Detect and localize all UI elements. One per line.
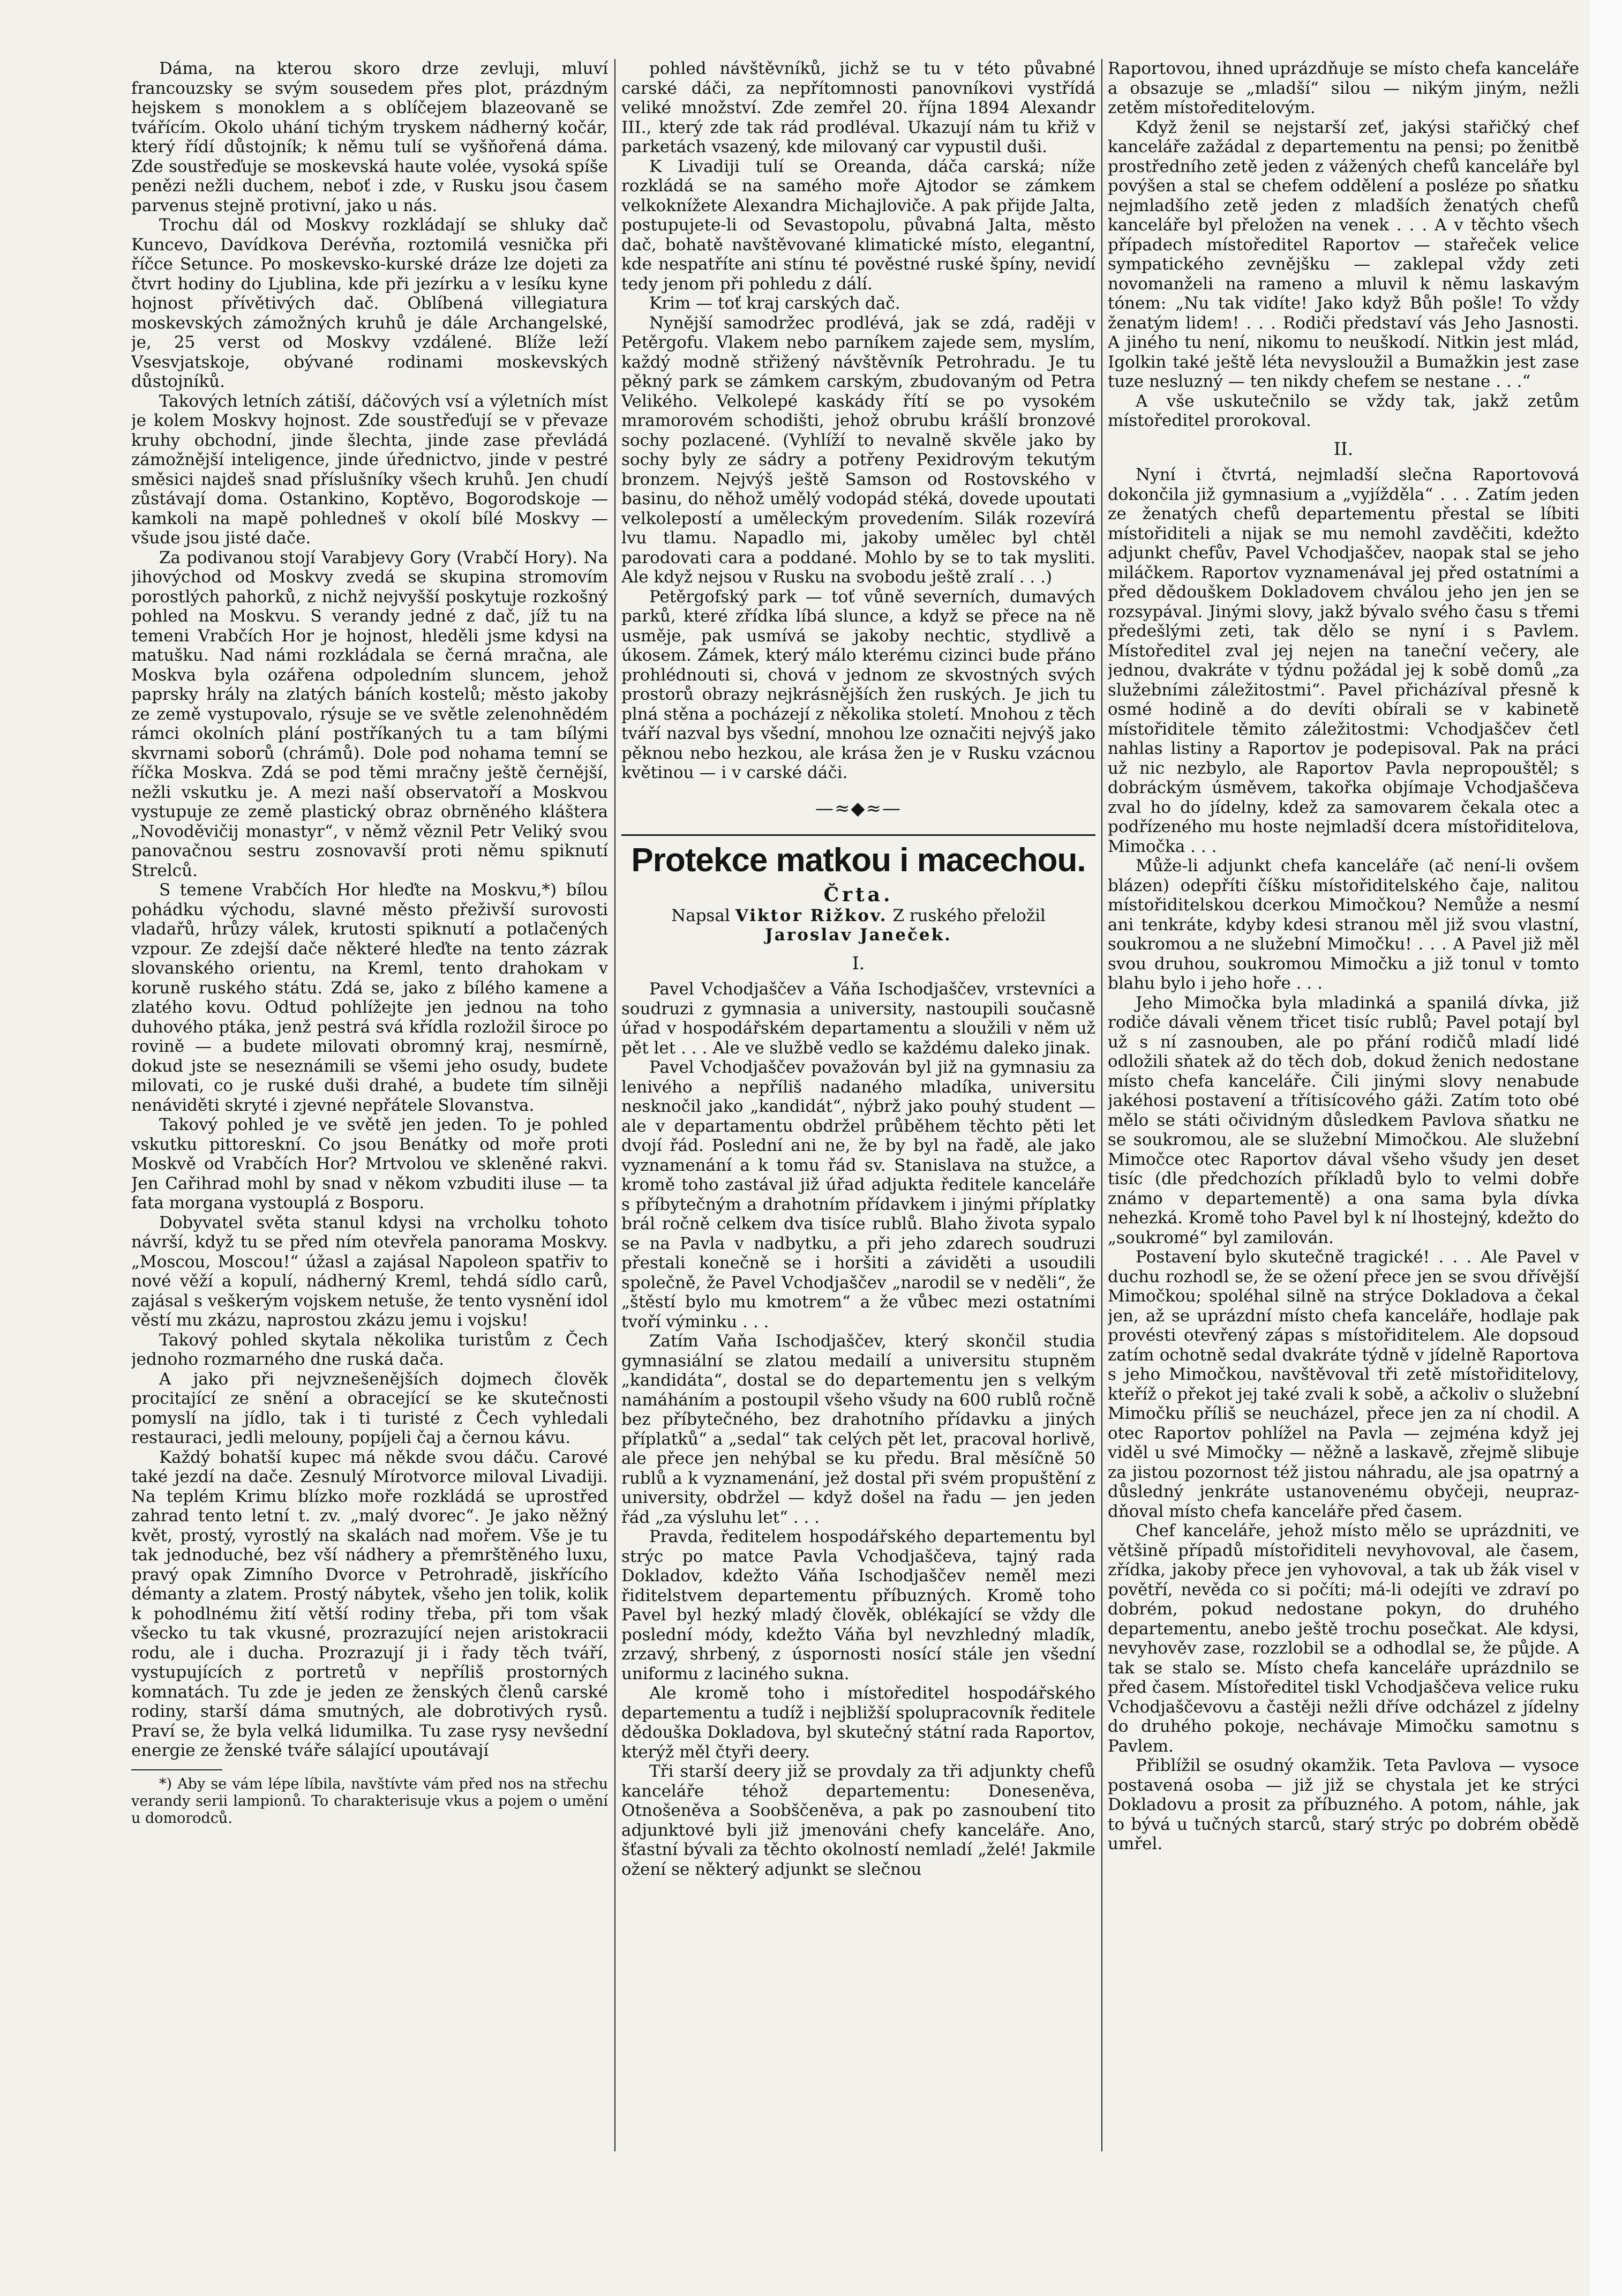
paragraph: Dáma, na kterou skoro drze zevluji, mluví francouzsky se svým sousedem přes plot, prázdným hejskem s monoklem a s oblíčejem blazeovaně se tvářícím. Okolo uhání tichým tryskem nádherný kočár, který řídí důstojník; k němu tulí se vyšňořená dáma. Zde soustřeďuje se moskevská haute volée, vysoká spíše penězi nežli duchem, neboť i zde, v Rusku jsou časem parvenus stejně protivní, jako u nás.	[131, 59, 608, 215]
paragraph: Dobyvatel světa stanul kdysi na vrcholku tohoto návrší, když tu se před ním otevřela panorama Moskvy. „Moscou, Moscou!“ úžasl a zajásal Napoleon spatřiv to nové věží a kopulí, nádherný Kreml, tehdá sídlo carů, zajásal s veškerým vojskem netuše, že tento vysnění idol věstí mu zkázu, naprostou zkázu jemu i vojsku!	[131, 1213, 608, 1330]
col2-body-before	[621, 59, 1095, 783]
byline-prefix: Napsal	[671, 906, 730, 925]
article-byline	[621, 906, 1095, 926]
byline-middle: Z ruského přeložil	[892, 906, 1046, 925]
paragraph: Tři starší deery již se provdaly za tři adjunkty chefů kanceláře téhož departementu: Doneseněva, Otnošeněva a Soobščeněva, a pak po zasnoubení tito adjunktové byli již jmenováni chefy kanceláře. Ano, šťastní bývali za těchto okolností nemladí „želé! Jakmile ožení se některý adjunkt se slečnou	[621, 1762, 1095, 1879]
column-3	[1108, 59, 1579, 2202]
paragraph: Takových letních zátiší, dáčových vsí a výletních míst je kolem Moskvy hojnost. Zde soustřeďují se v převaze kruhy obchodní, jinde šlechta, jinde zase převládá zámožnější inteligence, jinde úřednictvo, jinde v pestré směsici najdeš snad příslušníky všech kruhů. Jen chudí zůstávají doma. Ostankino, Koptěvo, Bogorodskoje — kamkoli na mapě pohledneš v okolí bílé Moskvy — všude jsou jisté dače.	[131, 391, 608, 548]
column-1	[131, 59, 608, 2202]
paragraph: Když ženil se nejstarší zeť, jakýsi stařičký chef kanceláře zažádal z departementu na pensi; po ženitbě prostředního zetě jeden z vážených chefů kanceláře byl povýšen a stal se chefem oddělení a posléze po sňatku nejmladšího zetě jeden z mladších ženatých chefů kanceláře byl přeložen na venek . . . A v těchto všech případech místoředitel Raportov — stařeček velice sympatického zevnějšku — zaklepal vždy zeti novomanželi na rameno a mluvil k němu laskavým tónem: „Nu tak vidíte! Jako když Bůh pošle! To vždy ženatým lidem! . . . Rodiči představí vás Jeho Jasnosti. A jiného tu není, nikomu to neuškodí. Nitkin jest mlád, Igolkin také ještě léta nevysloužil a Bumažkin jest zase tuze nesluzný — ten nikdy chefem se nestane . . .“	[1108, 117, 1579, 391]
paragraph: Takový pohled skytala několika turistům z Čech jednoho rozmarného dne ruská dača.	[131, 1330, 608, 1369]
paragraph: Trochu dál od Moskvy rozkládají se shluky dač Kuncevo, Davídkova Derévňa, roztomilá vesnička při říčce Setunce. Po moskevsko-kurské dráze lze dojeti za čtvrt hodiny do Ljublina, kde při jezírku a v lesíku kyne hojnost přívětivých dač. Oblíbená villegiatura moskevských zámožných kruhů je dále Archangelské, je, 25 verst od Moskvy vzdálené. Blíže leží Vsesvjatskoje, obývané rodinami moskevských důstojníků.	[131, 215, 608, 391]
column-divider	[1101, 59, 1102, 2151]
footnote: *) Aby se vám lépe líbila, navštívte vám před nos na střechu verandy serii lampionů. To charakterisuje vkus a pojem o umění u domorodců.	[131, 1775, 608, 1827]
paragraph: K Livadiji tulí se Oreanda, dáča carská; níže rozkládá se na samého moře Ajtodor se zámkem velkoknížete Alexandra Michajloviče. A pak přijde Jalta, postupujete-li od Sevastopolu, půvabná Jalta, město dač, bohatě navštěvované klimatické místo, elegantní, kde nespatříte ani stínu té pověstné ruské špíny, nevidí tedy jenom při pohledu z dálí.	[621, 156, 1095, 294]
paragraph: A jako při nejvznešenějších dojmech člověk procitající ze snění a obracející se ke skutečnosti pomyslí na jídlo, tak i ti turisté z Čech vyhledali restauraci, jedli melouny, popíjeli čaj a černou kávu.	[131, 1369, 608, 1447]
paragraph: Za podivanou stojí Varabjevy Gory (Vrabčí Hory). Na jihovýchod od Moskvy zvedá se skupina stromovím porostlých pahorků, z nichž nejvyšší poskytuje rozkošný pohled na Moskvu. S verandy jedné z dač, jíž tu na temeni Vrabčích Hor je hojnost, hleděli jsme kdysi na matušku. Nad námi rozkládala se černá mračna, ale Moskva byla ozářena odpoledním sluncem, jehož paprsky hrály na zlatých báních kostelů; město jakoby ze země vystupovalo, rýsuje se ve světle zelenohnědém rámci okolních plání postříkaných tu a tam bílými skvrnami soborů (chrámů). Dole pod nohama temní se říčka Moskva. Zdá se pod těmi mračny ještě černější, nežli vskutku je. A mezi naší observatoří a Moskvou vystupuje ze země plastický obraz obrněného kláštera „Novoděvičij monastyr“, v němž věznil Petr Veliký svou panovačnou sestru zosnovavší proti němu spiknutí Strelců.	[131, 548, 608, 880]
author-name: Viktor Rižkov.	[735, 906, 888, 925]
translator-line	[621, 925, 1095, 945]
paragraph: Jeho Mimočka byla mladinká a spanilá dívka, již rodiče dávali věnem třicet tisíc rublů; Pavel potají byl už s ní zasnouben, ale po přání rodičů mladí lidé odložili sňatek až do těch dob, dokud ženich nedostane místo chefa kanceláře. Čili jinými slovy nenabude jakéhosi postavení a třítisícového gáži. Zatím toto obé mělo se státi očividným důsledkem Pavlova sňatku ne se soukromou, ale se služební Mimočkou. Ale služební Mimočce otec Raportov dával všeho všudy jen deset tisíc (dle předchozích příkladů bylo to velmi dobře známo v departementě) a ona sama byla dívka nehezká. Kromě toho Pavel byl k ní lhostejný, kdežto do „soukromé“ byl zamilován.	[1108, 993, 1579, 1247]
scan-margin	[1590, 0, 1622, 2296]
article-headline: Protekce matkou i macechou.	[621, 834, 1095, 880]
paragraph: Postavení bylo skutečně tragické! . . . Ale Pavel v duchu rozhodl se, že se ožení přece jen se svou dřívější Mimočkou; spoléhal silně na strýce Dokladova a čekal jen, až se uprázdní místo chefa kanceláře, hodlaje pak provésti otevřený zápas s místořiditelem. Ale dopsoud zatím ochotně sedal dvakráte týdně v jídelně Raportova s jeho Mimočkou, navštěvoval tři zetě místořiditelovy, kteříž o překot jej také zvali k sobě, a ačkoliv o služební Mimočku příliš se neucházel, přece jen za ní chodil. A otec Raportov pohlížel na Pavla — zejména když jej viděl u své Mimočky — něžně a laskavě, zřejmě slibuje za jistou pozornost též jistou náhradu, ale jsa opatrný a důsledný jenkráte ustanovenému obyčeji, neuprazdňoval místo chefa kanceláře před časem.	[1108, 1247, 1579, 1521]
paragraph: A vše uskutečnilo se vždy tak, jakž zetům místoředitel prorokoval.	[1108, 391, 1579, 430]
translator-name: Jaroslav Janeček.	[765, 925, 952, 945]
paragraph: Ale kromě toho i místoředitel hospodářského departementu a tudíž i nejbližší spolupracovník ředitele dědouška Dokladova, byl skutečný státní rada Raportov, kterýž měl čtyři deery.	[621, 1684, 1095, 1762]
paragraph: Petěrgofský park — toť vůně severních, dumavých parků, které zřídka líbá slunce, a když se přece na ně usměje, pak usmívá se jakoby nechtic, stydlivě a úkosem. Zámek, který málo kterému cizinci bude přáno prohlédnouti si, chová v jednom ze skvostných svých prostorů obrazy nejkrásnějších žen ruských. Je jich tu plná stěna a pocházejí z několika století. Mnohou z těch tváří nazval bys všední, mnohou lze označiti nejvýš jako pěknou nebo hezkou, ale krása žen je v Rusku vzácnou květinou — i v carské dáči.	[621, 587, 1095, 782]
article-genre: Črta.	[823, 884, 893, 906]
paragraph: Krim — toť kraj carských dač.	[649, 294, 900, 313]
paragraph: Každý bohatší kupec má někde svou dáču. Carové také jezdí na dače. Zesnulý Mírotvorce miloval Livadiji. Na teplém Krimu blízko moře rozkládá se uprostřed zahrad tento letní t. zv. „malý dvorec“. Je jako něžný květ, prostý, vyrostlý na skalách nad mořem. Vše je tu tak jednoduché, bez vší nádhery a přemrštěného luxu, pravý opak Zimního Dvorce v Petrohradě, jiskřícího démanty a zlatem. Prostý nábytek, všeho jen tolik, kolik k pohodlnému žití větší rodiny třeba, při tom však všecko tu tak vkusné, prozrazující nejen aristokracii rodu, ale i ducha. Prozrazují ji i řady těch tváří, vystupujících z portretů v nepříliš prostorných komnatách. Tu zde je jeden ze ženských členů carské rodiny, starší dáma smutných, ale dobrotivých rysů. Praví se, že byla velká lidumilka. Tu zase rysy nevšední energie ze ženské tváře sálající upoutávají	[131, 1447, 608, 1760]
paragraph: pohled návštěvníků, jichž se tu v této půvabné carské dáči, za nepřítomnosti panovníkovi vystřídá veliké množství. Zde zemřel 20. října 1894 Alexandr III., který zde tak rád prodléval. Ukazují nám tu křiž v parketách vsazený, kde milovaný car vypustil duši.	[621, 59, 1095, 156]
col3-body-after	[1108, 465, 1579, 1854]
col2-body-after	[621, 979, 1095, 1879]
paragraph: S temene Vrabčích Hor hleďte na Moskvu,*) bílou pohádku východu, slavné město přeživší surovosti vladařů, hrůzy válek, krutosti spiknutí a potlačených vzpour. Ze zdejší dače některé hleďte na tento zázrak slovanského orientu, na Kreml, tento drahokam v koruně ruského státu. Zdá se, jako z bílého kamene a zlatého kovu. Odtud pohlížejte jen jednou na toho duhového ptáka, jenž pestrá svá křídla rozložil široce po rovině — a budete milovati obromný kraj, nesmírně, dokud jste se neseznámili se všemi jeho osudy, budete milovati, co je ruské duši drahé, a budete tím silněji nenáviděti skryté i zjevné nepřátele Slovanstva.	[131, 880, 608, 1115]
section-number-2: II.	[1333, 438, 1354, 459]
paragraph: Chef kanceláře, jehož místo mělo se uprázdniti, ve většině případů místořiditeli nevyhovoval, ale časem, zřídka, jakoby přece jen vyhovoval, a tak ub žák visel v povětří, nevěda co si počíti; má-li odejíti ve zdraví po dobrém, pokud nedostane pokyn, do druhého departementu, anebo ještě trochu posečkat. Ale kdysi, nevyhověv zase, rozzlobil se a odhodlal se, že půjde. A tak se stalo se. Místo chefa kanceláře uprázdnilo se před časem. Místoředitel tiskl Vchodjaščeva velice ruku Vchodjaščevovu a častěji nežli dříve odcházel z jídelny do druhého pokoje, nechávaje Mimočku samotnu s Pavlem.	[1108, 1521, 1579, 1756]
column-2	[621, 59, 1095, 2202]
paragraph: Nyní i čtvrtá, nejmladší slečna Raportovová dokončila již gymnasium a „vyjížděla“ . . . Zatím jeden ze ženatých chefů departementu přestal se líbiti místořiditeli a nijak se mu nemohl zavděčiti, kdežto adjunkt chefův, Pavel Vchodjaščev, naopak stal se jeho miláčkem. Raportov vyznamenával jej před ostatními a před dědouškem Dokladovem chválou jeho jen jen se rozsypával. Jinými slovy, jakž bývalo svého času s třemi předešlými zeti, tak dělo se nyní i s Pavlem. Místoředitel zval jej nejen na taneční večery, ale jednou, dvakráte v týdnu požádal jej k sobě domů „za služebními záležitostmi“. Pavel přicházíval přesně k osmé hodině a do devíti obírali se v kabinetě místořiditele těmito záležitostmi: Vchodjaščev četl nahlas listiny a Raportov je podepisoval. Pak na práci už nic nezbylo, ale Raportov Pavla nepropouštěl; s dobráckým úsměvem, takořka objímaje Vchodjaščeva zval ho do jídelny, kdež za samovarem čekala otec a podřízeného mu hoste nejmladší dcera místořiditelova, Mimočka . . .	[1108, 465, 1579, 856]
col3-body-before	[1108, 59, 1579, 431]
paragraph: Pavel Vchodjaščev považován byl již na gymnasiu za lenivého a nepříliš nadaného mladíka, universitu nesknočil jako „kandidát“, nýbrž jako pouhý student — ale v departamentu obdržel průběhem těchto pěti let dvojí řád. Poslední ani ne, že by byl na řadě, ale jako vyznamenání a k tomu řád sv. Stanislava na stužce, a kromě toho zastával již úřad adjukta ředitele kanceláře s příbytečným a drahotním přídavkem i jinými příplatky brál ročně celkem dva tisíce rublů. Blaho života sypalo se na Pavla v nadbytku, a při jeho zdarech soudruzi přestali konečně se i horšiti a záviděti a usoudili společně, že Pavel Vchodjaščev „narodil se v neděli“, že „štěstí bylo mu kmotrem“ a že vůbec mezi ostatními tvoří výminku . . .	[621, 1058, 1095, 1332]
paragraph: Zatím Vaňa Ischodjaščev, který skončil studia gymnasiální se zlatou medailí a universitu stupněm „kandidáta“, dostal se do departementu jen s velkým namáháním a postoupil všeho všudy na 600 rublů ročně bez příbytečného, bez drahotního přídavku a jiných příplatků“ a „sedal“ tak celých pět let, pracoval horlivě, ale přece jen nehýbal se ku předu. Bral měsíčně 50 rublů a k vyznamenání, jež dostal při svém propuštění z university, obdržel — když došel na řadu — jen jeden řád „za výsluhu let“ . . .	[621, 1332, 1095, 1527]
column-divider	[614, 59, 615, 2151]
paragraph: Pavel Vchodjaščev a Váňa Ischodjaščev, vrstevníci a soudruzi z gymnasia a university, nastoupili současně úřad v hospodářském departamentu a sloužili v něm už pět let . . . Ale ve službě vedlo se každému daleko jinak.	[621, 979, 1095, 1058]
paragraph: Nynější samodržec prodlévá, jak se zdá, raději v Petěrgofu. Vlakem nebo parníkem zajede sem, myslím, každý modně střižený návštěvník Petrohradu. Je tu pěkný park se zámkem carským, zbudovaným od Petra Velikého. Velkolepé kaskády řítí se po vysokém mramorovém schodišti, jehož obrubu krášlí bronzové sochy pozlacené. (Vyhlíží to nevalně skvěle jako by sochy byly ze sádry a potřeny Pexidrovým tekutým bronzem. Nejvýš ještě Samson od Rostovského v basinu, do něhož umělý vodopád stéká, dovede upoutati velkolepostí a uměleckým provedením. Silák rozevírá lvu tlamu. Napadlo mi, jakoby umělec byl chtěl parodovati cara a poddané. Mohlo by se to tak mysliti. Ale když nejsou v Rusku na svobodu ještě zralí . . .)	[621, 313, 1095, 587]
section-number-1: I.	[852, 952, 865, 974]
paragraph: Raportovou, ihned uprázdňuje se místo chefa kanceláře a obsazuje se „mladší“ silou — nikým jiným, nežli zetěm místoředitelovým.	[1108, 59, 1579, 117]
paragraph: Přiblížil se osudný okamžik. Teta Pavlova — vysoce postavená osoba — již již se chystala jet ke strýci Dokladovu a prosit za příbuzného. A potom, náhle, jak to bývá u tučných starců, starý strýc po dobrém obědě umřel.	[1108, 1756, 1579, 1853]
section-ornament: —≈◆≈—	[815, 797, 902, 819]
paragraph: Může-li adjunkt chefa kanceláře (ač není-li ovšem blázen) odepříti číšku místořiditelského čaje, nalitou místořiditelskou dcerkou Mimočkou? Nemůže a nesmí ani tenkráte, kdyby kdesi stranou měl již svou vlastní, soukromou a ne služební Mimočku! . . . A Pavel již měl svou druhou, soukromou Mimočku a již tonul v tomto blahu bylo i jeho hoře . . .	[1108, 856, 1579, 993]
footnote-rule	[131, 1769, 222, 1770]
paragraph: Pravda, ředitelem hospodářského departementu byl strýc po matce Pavla Vchodjaščeva, tajný rada Dokladov, kdežto Váňa Ischodjaščev neměl mezi řiditelstvem departementu příbuzných. Kromě toho Pavel byl hezký mladý člověk, oblékající se vždy dle poslední módy, kdežto Váňa byl nevzhledný mladík, zrzavý, shrbený, z úspornosti nosící stále jen všední uniformu z laciného sukna.	[621, 1527, 1095, 1684]
paragraph: Takový pohled je ve světě jen jeden. To je pohled vskutku pittoreskní. Co jsou Benátky od moře proti Moskvě od Vrabčích Hor? Mrtvolou ve skleněné rakvi. Jen Cařihrad mohl by snad v někom vzbuditi iluse — ta fata morgana vystouplá z Bosporu.	[131, 1115, 608, 1213]
col1-body	[131, 59, 608, 1761]
